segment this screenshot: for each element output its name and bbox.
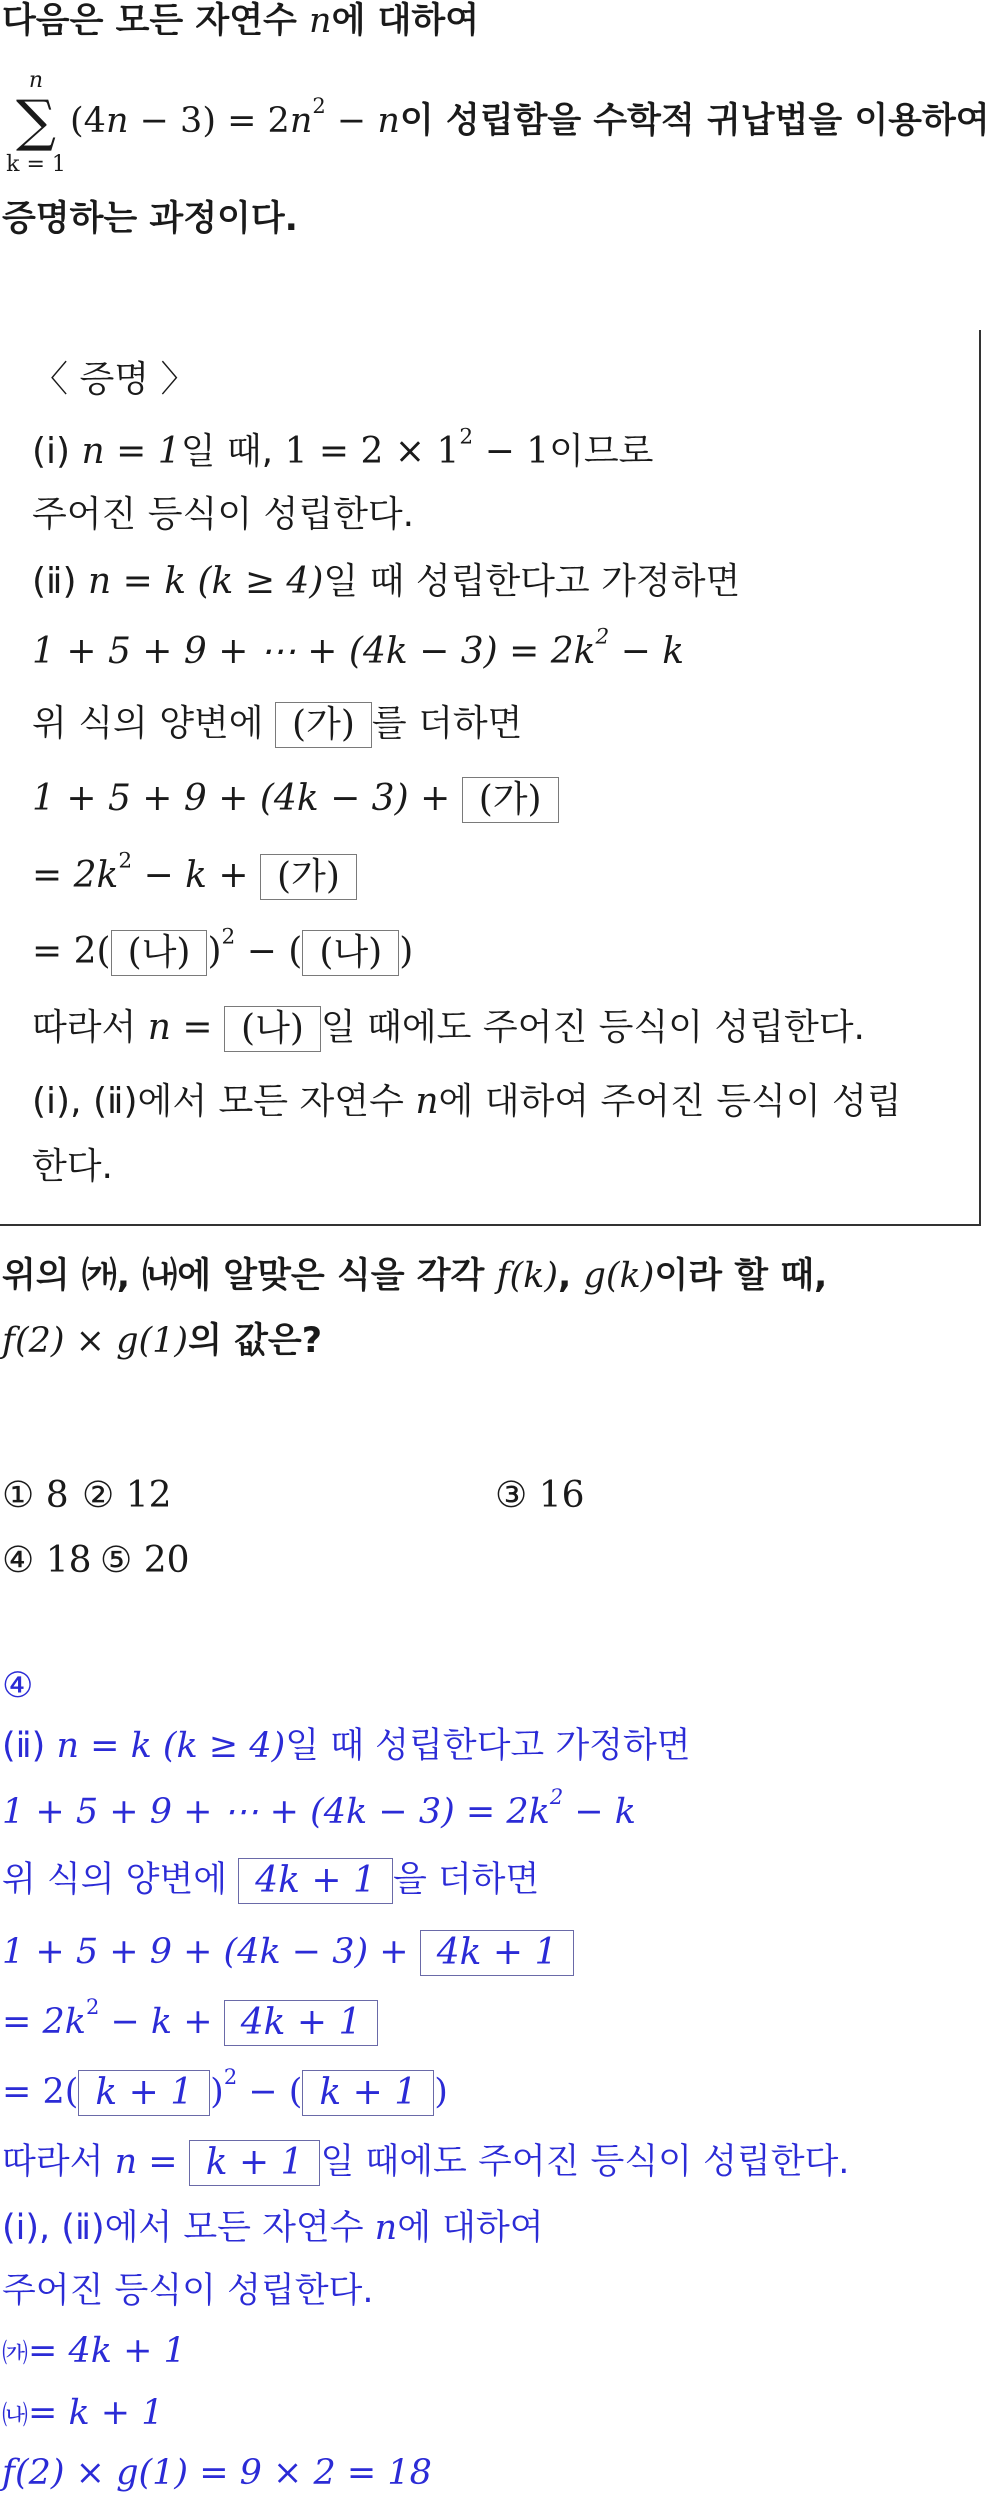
- solution-line-10: ㈎= 4k + 1: [2, 2331, 186, 2371]
- solution-line-4: 1 + 5 + 9 + (4k − 3) + 4k + 1: [2, 1930, 574, 1976]
- solution-line-8: (ⅰ), (ⅱ)에서 모든 자연수 n에 대하여: [2, 2208, 544, 2248]
- solution-line-12: f(2) × g(1) = 9 × 2 = 18: [2, 2453, 432, 2493]
- solution-line-11: ㈏= k + 1: [2, 2393, 164, 2433]
- proof-case-1: (ⅰ) n = 1일 때, $1 = 2 \times 1^2 - 1$이므로: [32, 424, 654, 472]
- proof-box: [0, 330, 981, 1226]
- solution-line-9: 주어진 등식이 성립한다.: [2, 2271, 374, 2311]
- choice-4[interactable]: ④ 18: [2, 1540, 92, 1581]
- proof-header: 〈 증명 〉: [32, 359, 197, 400]
- prompt-line-2: f(2) × g(1)의 값은?: [2, 1321, 323, 1361]
- choice-1[interactable]: ① 8: [2, 1475, 69, 1516]
- sum-upper-limit: n: [28, 68, 44, 93]
- blank-box-ga: (가): [462, 777, 559, 823]
- proof-equation-3: = $2k^2 - k$ + (가): [32, 854, 357, 900]
- question-line-3: 증명하는 과정이다.: [2, 199, 298, 239]
- choice-2[interactable]: ② 12: [82, 1475, 172, 1516]
- solution-line-2: 1 + 5 + 9 + ⋯ + $(4k - 3) = 2k^2 - k$: [2, 1785, 636, 1832]
- blank-box-ga: (가): [275, 702, 372, 748]
- proof-add-line: 위 식의 양변에 (가) 를 더하면: [32, 702, 522, 748]
- question-line-1: 다음은 모든 자연수 n에 대하여: [2, 1, 480, 41]
- solution-answer: ④: [2, 1666, 34, 1706]
- question-line-2: $(4n - 3) = 2n^2 - n$이 성립함을 수학적 귀납법을 이용하여: [70, 94, 990, 141]
- answer-box-ga: 4k + 1: [224, 2000, 379, 2046]
- proof-final-line-1: (ⅰ), (ⅱ)에서 모든 자연수 n에 대하여 주어진 등식이 성립: [32, 1081, 902, 1122]
- blank-box-na: (나): [224, 1006, 321, 1052]
- answer-box-na: k + 1: [189, 2140, 321, 2186]
- proof-case-2: (ⅱ) n = k (k ≥ 4)일 때 성립한다고 가정하면: [32, 561, 741, 602]
- sum-lower-limit: k = 1: [6, 152, 66, 177]
- proof-conclusion: 따라서 n = (나) 일 때에도 주어진 등식이 성립한다.: [32, 1006, 865, 1052]
- choice-5[interactable]: ⑤ 20: [100, 1540, 190, 1581]
- proof-equation-2: 1 + 5 + 9 + (4k − 3) + (가): [32, 777, 559, 823]
- answer-box-na: k + 1: [78, 2070, 210, 2116]
- prompt-line-1: 위의 ㈎, ㈏에 알맞은 식을 각각 f(k), g(k)이라 할 때,: [2, 1256, 828, 1296]
- choice-3[interactable]: ③ 16: [495, 1475, 585, 1516]
- solution-line-7: 따라서 n = k + 1 일 때에도 주어진 등식이 성립한다.: [2, 2140, 849, 2186]
- blank-box-na: (나): [111, 930, 208, 976]
- proof-equation-4: = 2( (나) )$^2$ − ( (나) ): [32, 930, 413, 976]
- sigma-glyph: ∑: [16, 89, 56, 154]
- solution-line-3: 위 식의 양변에 4k + 1 을 더하면: [2, 1858, 539, 1904]
- proof-final-line-2: 한다.: [32, 1146, 113, 1187]
- solution-line-1: (ⅱ) n = k (k ≥ 4)일 때 성립한다고 가정하면: [2, 1726, 691, 1766]
- solution-line-5: = $2k^2 - k + 4k + 1$: [2, 2000, 378, 2046]
- answer-box-ga: 4k + 1: [420, 1930, 575, 1976]
- blank-box-ga: (가): [260, 854, 357, 900]
- summation-symbol: [6, 68, 66, 177]
- solution-line-6: = 2( k + 1 )$^2$ − ( k + 1 ): [2, 2070, 448, 2116]
- answer-box-ga: 4k + 1: [238, 1858, 393, 1904]
- blank-box-na: (나): [302, 930, 399, 976]
- proof-equation-1: 1 + 5 + 9 + ⋯ + $(4k - 3) = 2k^2 - k$: [32, 624, 685, 672]
- answer-box-na: k + 1: [302, 2070, 434, 2116]
- proof-case-1-line-2: 주어진 등식이 성립한다.: [32, 494, 415, 535]
